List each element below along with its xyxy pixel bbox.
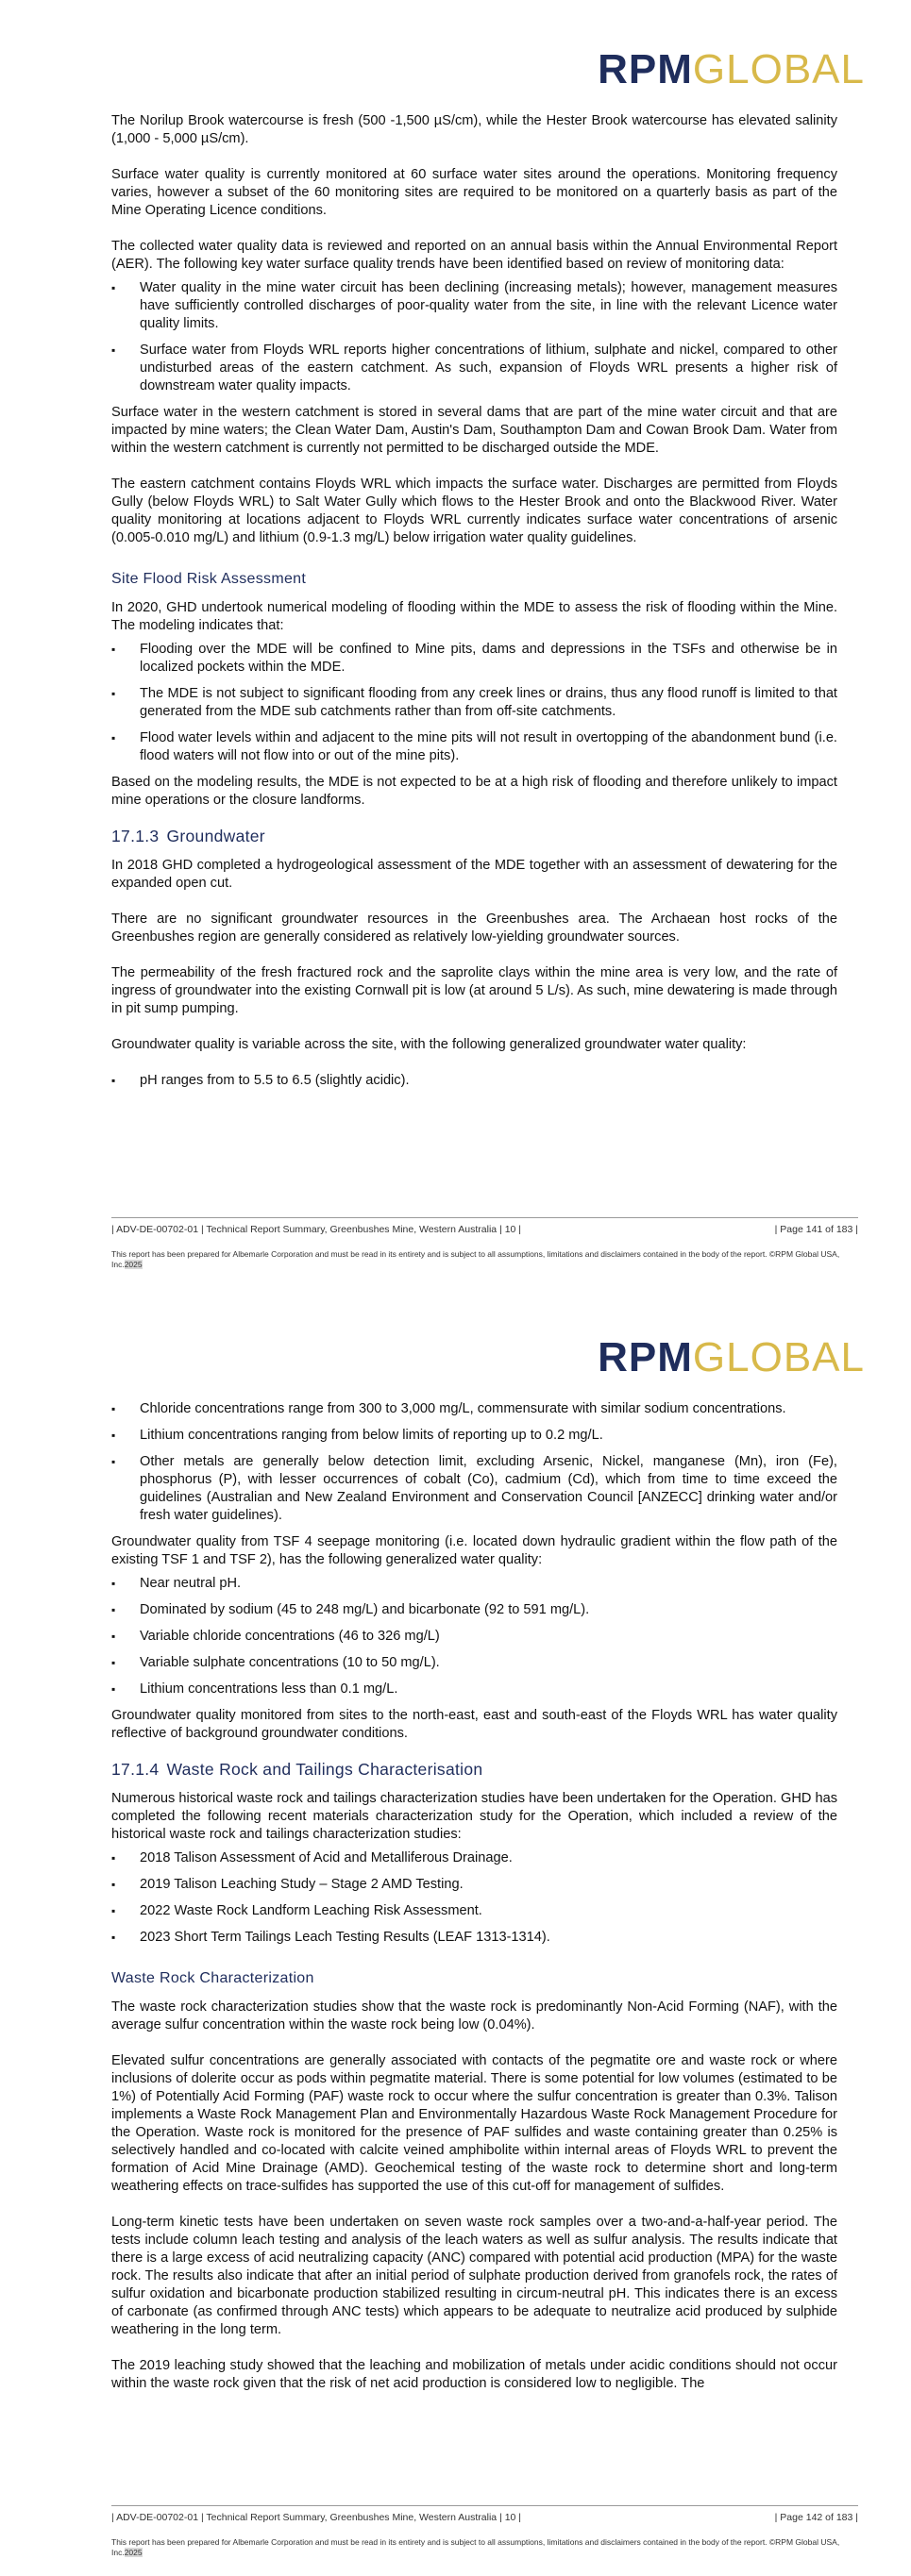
list-item: ▪ The MDE is not subject to significant flooding from any creek lines or drains, thus any flood runoff is limited to that generated from the MDE sub catchments rather than from off-site catchments. (111, 685, 837, 721)
list-item: ▪ Lithium concentrations less than 0.1 mg/L. (111, 1681, 837, 1698)
list-item: ▪ Surface water from Floyds WRL reports higher concentrations of lithium, sulphate and nickel, compared to other undisturbed areas of the eastern catchment. As such, expansion of Floyds WRL presents a higher risk of downstream water quality impacts. (111, 342, 837, 395)
bullet-list (111, 1575, 837, 1698)
paragraph: Surface water in the western catchment is stored in several dams that are part of the mine water circuit and that are impacted by mine waters; the Clean Water Dam, Austin's Dam, Southampton Dam and Cowan Brook Dam. Water from within the western catchment is currently not permitted to be discharged outside the MDE. (111, 405, 837, 456)
list-item: ▪ Flooding over the MDE will be confined to Mine pits, dams and depressions in the TSFs and otherwise be in localized pockets within the MDE. (111, 641, 837, 677)
paragraph: Elevated sulfur concentrations are generally associated with contacts of the pegmatite ore and waste rock or where inclusions of dolerite occur as pods within pegmatite material. There is some potential for low volumes (estimated to be 1%) of Potentially Acid Forming (PAF) waste rock to occur where the sulfur concentration is greater than 0.3%. Talison implements a Waste Rock Management Plan and Environmentally Hazardous Waste Rock Management Procedure for the Operation. Waste rock is monitored for the presence of PAF sulfides and waste containing greater than 0.25% is selectively handled and co-located with calcite veined amphibolite within internal areas of Floyds WRL to prevent the formation of Acid Mine Drainage (AMD). Geochemical testing of the waste rock to determine short and long-term weathering effects on trace-sulfides has supported the use of this cut-off for management of sulfides. (111, 2053, 837, 2194)
list-item: ▪ pH ranges from to 5.5 to 6.5 (slightly acidic). (111, 1072, 837, 1090)
bullet-list (111, 1400, 837, 1525)
list-item: ▪ Near neutral pH. (111, 1575, 837, 1593)
section-heading-groundwater: 17.1.3 Groundwater (111, 827, 265, 845)
footer-disclaimer: This report has been prepared for Albemarle Corporation and must be read in its entirety and is subject to all assumptions, limitations and disclaimers contained in the body of the report. ©RPM Global USA, Inc.2025 (111, 1249, 840, 1269)
list-item: ▪ Flood water levels within and adjacent to the mine pits will not result in overtopping of the abandonment bund (i.e. flood waters will not flow into or out of the mine pits). (111, 729, 837, 765)
list-item: ▪ 2018 Talison Assessment of Acid and Metalliferous Drainage. (111, 1849, 837, 1867)
page-body (111, 112, 837, 1098)
paragraph: Groundwater quality is variable across the site, with the following generalized groundwater water quality: (111, 1037, 747, 1052)
footer-page-number: | Page 141 of 183 | (774, 1224, 858, 1235)
page-footer (111, 2505, 858, 2558)
bullet-list (111, 1072, 837, 1090)
rpm-global-logo: RPMGLOBAL (598, 46, 865, 92)
list-item: ▪ 2019 Talison Leaching Study – Stage 2 AMD Testing. (111, 1876, 837, 1894)
section-heading-flood-risk: Site Flood Risk Assessment (111, 571, 307, 587)
paragraph: The collected water quality data is reviewed and reported on an annual basis within the Annual Environmental Report (AER). The following key water surface quality trends have been identified based on review of monitoring data: (111, 239, 837, 272)
list-item: ▪ 2022 Waste Rock Landform Leaching Risk Assessment. (111, 1902, 837, 1920)
list-item: ▪ Variable sulphate concentrations (10 to 50 mg/L). (111, 1654, 837, 1672)
list-item: ▪ Chloride concentrations range from 300 to 3,000 mg/L, commensurate with similar sodium concentrations. (111, 1400, 837, 1418)
paragraph: Groundwater quality from TSF 4 seepage monitoring (i.e. located down hydraulic gradient within the flow path of the existing TSF 1 and TSF 2), has the following generalized water quality: (111, 1534, 837, 1567)
list-item: ▪ Lithium concentrations ranging from below limits of reporting up to 0.2 mg/L. (111, 1427, 837, 1445)
report-page-142 (0, 1288, 911, 2576)
list-item: ▪ Water quality in the mine water circuit has been declining (increasing metals); however, management measures have sufficiently controlled discharges of poor-quality water from the site, in line with the relevant Licence water quality limits. (111, 279, 837, 333)
paragraph: Surface water quality is currently monitored at 60 surface water sites around the operations. Monitoring frequency varies, however a subset of the 60 monitoring sites are required to be monitored on a quarterly basis as part of the Mine Operating Licence conditions. (111, 167, 837, 218)
footer-document-info: | ADV-DE-00702-01 | Technical Report Summary, Greenbushes Mine, Western Australia | 10 | (111, 1224, 522, 1235)
rpm-global-logo: RPMGLOBAL (598, 1334, 865, 1380)
footer-document-info: | ADV-DE-00702-01 | Technical Report Summary, Greenbushes Mine, Western Australia | 10 | (111, 2512, 522, 2523)
list-item: ▪ Dominated by sodium (45 to 248 mg/L) and bicarbonate (92 to 591 mg/L). (111, 1601, 837, 1619)
paragraph: The Norilup Brook watercourse is fresh (500 -1,500 µS/cm), while the Hester Brook watercourse has elevated salinity (1,000 - 5,000 µS/cm). (111, 113, 837, 146)
bullet-list (111, 1849, 837, 1947)
bullet-list (111, 279, 837, 395)
paragraph: In 2018 GHD completed a hydrogeological assessment of the MDE together with an assessment of dewatering for the expanded open cut. (111, 858, 837, 891)
page-footer (111, 1217, 858, 1270)
paragraph: Numerous historical waste rock and tailings characterization studies have been undertaken for the Operation. GHD has completed the following recent materials characterization study for the Operation, which included a review of the historical waste rock and tailings characterization studies: (111, 1791, 838, 1842)
paragraph: The 2019 leaching study showed that the leaching and mobilization of metals under acidic conditions should not occur within the waste rock given that the risk of net acid production is considered low to negligible. The (111, 2358, 837, 2391)
list-item: ▪ Other metals are generally below detection limit, excluding Arsenic, Nickel, manganese (Mn), iron (Fe), phosphorus (P), with lesser occurrences of cobalt (Co), cadmium (Cd), which from time to time exceed the guidelines (Australian and New Zealand Environment and Conservation Council [ANZECC] drinking water and/or fresh water guidelines). (111, 1453, 837, 1525)
paragraph: Long-term kinetic tests have been undertaken on seven waste rock samples over a two-and-a-half-year period. The tests include column leach testing and analysis of the leach waters as well as sulfur analysis. The results indicate that there is a large excess of acid neutralizing capacity (ANC) compared with potential acid production (MPA) for the waste rock. The results also indicate that after an initial period of sulphate production derived from granofels rock, the rates of sulfur oxidation and bicarbonate production stabilized resulting in circum-neutral pH. This indicates there is an excess of carbonate (as confirmed through ANC tests) which appears to be adequate to neutralize acid produced by sulphide weathering in the long term. (111, 2215, 837, 2337)
section-heading-waste-rock-characterization: Waste Rock Characterization (111, 1970, 314, 1986)
paragraph: Groundwater quality monitored from sites to the north-east, east and south-east of the Floyds WRL has water quality reflective of background groundwater conditions. (111, 1708, 837, 1741)
bullet-list (111, 641, 837, 765)
paragraph: Based on the modeling results, the MDE is not expected to be at a high risk of flooding and therefore unlikely to impact mine operations or the closure landforms. (111, 775, 837, 808)
paragraph: The permeability of the fresh fractured rock and the saprolite clays within the mine area is very low, and the rate of ingress of groundwater into the existing Cornwall pit is low (at around 5 L/s). As such, mine dewatering is made through in pit sump pumping. (111, 965, 838, 1016)
list-item: ▪ Variable chloride concentrations (46 to 326 mg/L) (111, 1628, 837, 1646)
list-item: ▪ 2023 Short Term Tailings Leach Testing Results (LEAF 1313-1314). (111, 1929, 837, 1947)
paragraph: In 2020, GHD undertook numerical modeling of flooding within the MDE to assess the risk of flooding within the Mine. The modeling indicates that: (111, 600, 837, 633)
paragraph: The waste rock characterization studies show that the waste rock is predominantly Non-Acid Forming (NAF), with the average sulfur concentration within the waste rock being low (0.04%). (111, 1999, 837, 2032)
paragraph: The eastern catchment contains Floyds WRL which impacts the surface water. Discharges are permitted from Floyds Gully (below Floyds WRL) to Salt Water Gully which flows to the Hester Brook and onto the Blackwood River. Water quality monitoring at locations adjacent to Floyds WRL currently indicates surface water concentrations of arsenic (0.005-0.010 mg/L) and lithium (0.9-1.3 mg/L) below irrigation water quality guidelines. (111, 477, 837, 545)
footer-page-number: | Page 142 of 183 | (774, 2512, 858, 2523)
section-heading-waste-rock-tailings: 17.1.4 Waste Rock and Tailings Characterisation (111, 1760, 483, 1779)
paragraph: There are no significant groundwater resources in the Greenbushes area. The Archaean host rocks of the Greenbushes region are generally considered as relatively low-yielding groundwater sources. (111, 912, 837, 945)
page-body (111, 1400, 837, 2411)
footer-disclaimer: This report has been prepared for Albemarle Corporation and must be read in its entirety and is subject to all assumptions, limitations and disclaimers contained in the body of the report. ©RPM Global USA, Inc.2025 (111, 2537, 840, 2557)
